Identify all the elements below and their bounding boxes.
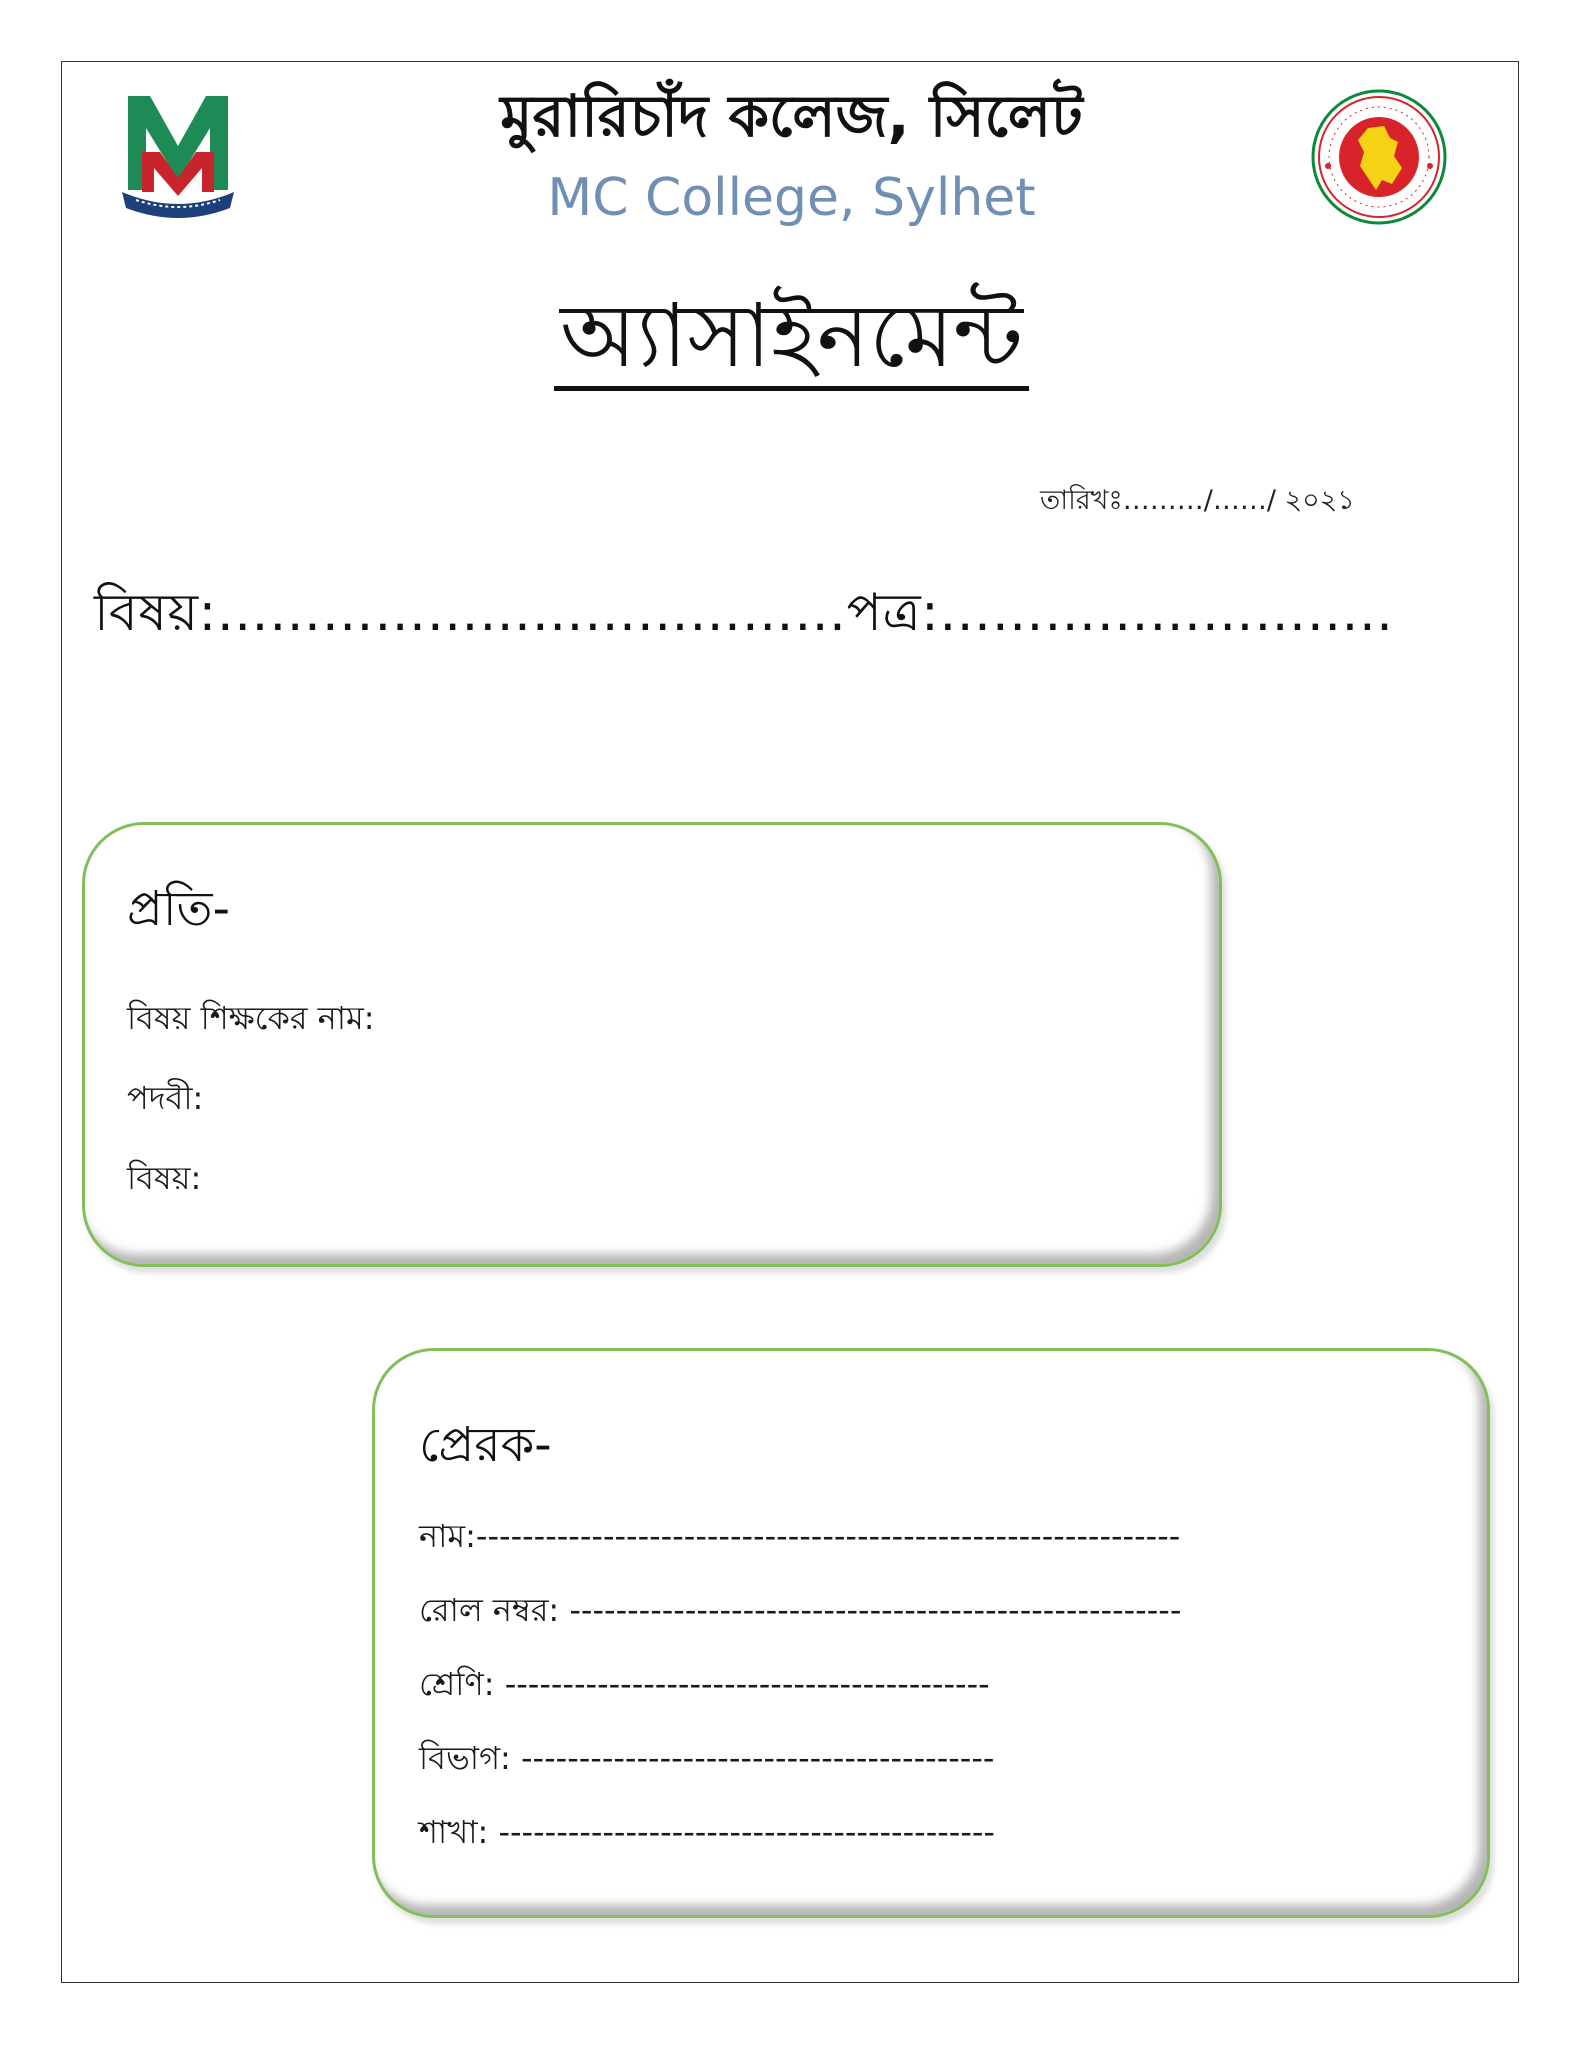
college-name-bengali: মুরারিচাঁদ কলেজ, সিলেট (500, 82, 1083, 150)
date-line: তারিখঃ………/……/ ২০২১ (1040, 485, 1355, 516)
sender-heading: প্রেরক- (419, 1417, 552, 1473)
roll-number-field: রোল নম্বর: ----------------------------------------------------- (419, 1591, 1182, 1629)
subject-field: বিষয়: (127, 1159, 202, 1197)
class-field: শ্রেণি: ------------------------------------------ (419, 1665, 990, 1703)
sender-card (372, 1348, 1490, 1918)
document-title: অ্যাসাইনমেন্ট (554, 290, 1029, 391)
document-title-container (0, 284, 1583, 391)
section-field: শাখা: ------------------------------------------- (419, 1813, 995, 1851)
teacher-name-field: বিষয় শিক্ষকের নাম: (127, 999, 375, 1037)
department-field: বিভাগ: ----------------------------------------- (419, 1739, 995, 1777)
subject-paper-line: বিষয়:………………………………পত্র:…………………….. (94, 583, 1394, 643)
recipient-heading: প্রতি- (127, 881, 230, 937)
designation-field: পদবী: (127, 1079, 204, 1117)
recipient-card (82, 822, 1222, 1267)
student-name-field: নাম:------------------------------------------------------------- (419, 1517, 1181, 1555)
college-name-english: MC College, Sylhet (547, 168, 1036, 228)
